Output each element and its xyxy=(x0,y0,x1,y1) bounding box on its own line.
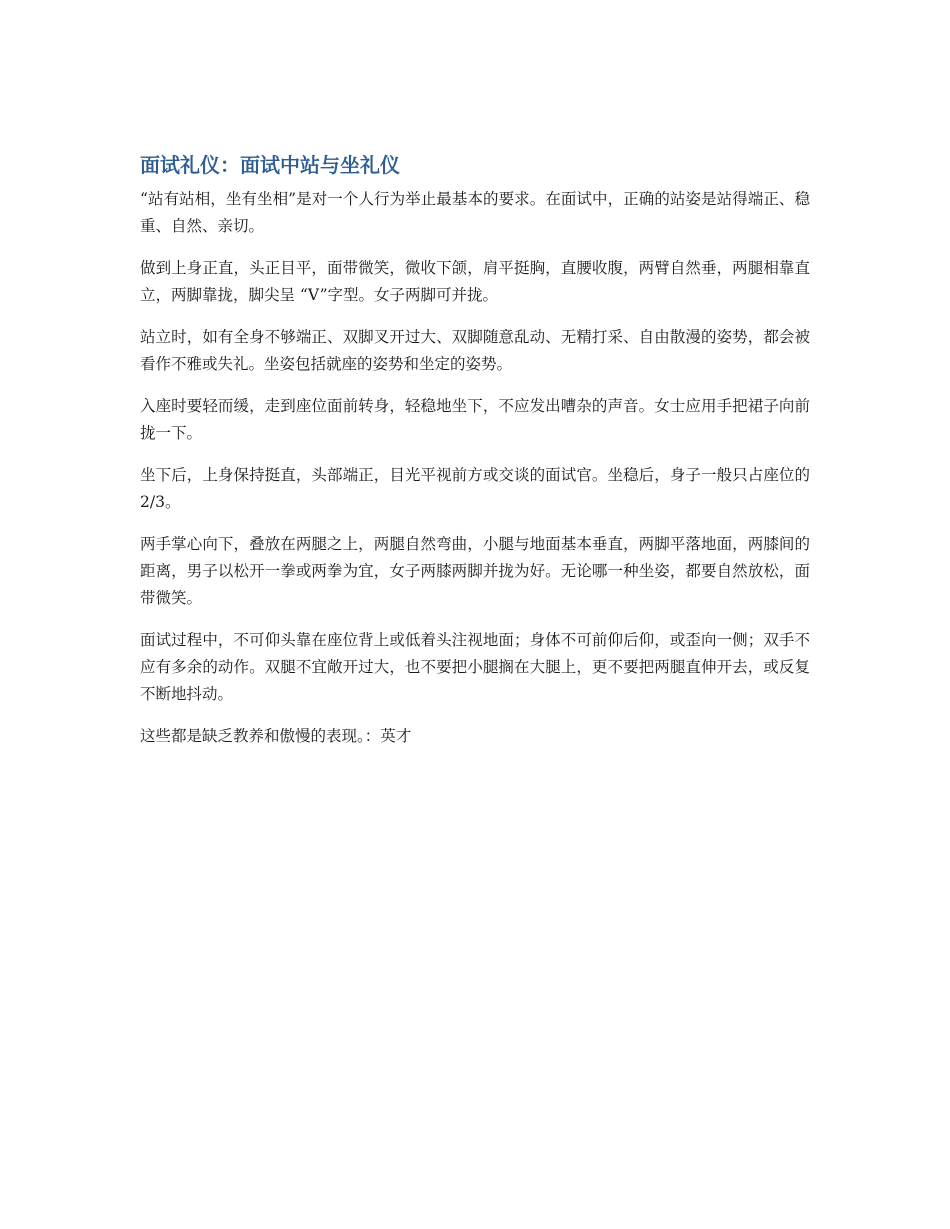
document-title: 面试礼仪：面试中站与坐礼仪 xyxy=(140,153,400,177)
paragraph-4: 入座时要轻而缓，走到座位面前转身，轻稳地坐下，不应发出嘈杂的声音。女士应用手把裙子向前拢一下。 xyxy=(140,397,810,442)
paragraph-6: 两手掌心向下，叠放在两腿之上，两腿自然弯曲，小腿与地面基本垂直，两脚平落地面，两膝间的距离，男子以松开一拳或两拳为宜，女子两膝两脚并拢为好。无论哪一种坐姿，都要自然放松，面带微笑。 xyxy=(140,535,810,607)
paragraph-8: 这些都是缺乏教养和傲慢的表现。：英才 xyxy=(140,727,412,745)
paragraph-3: 站立时，如有全身不够端正、双脚叉开过大、双脚随意乱动、无精打采、自由散漫的姿势，都会被看作不雅或失礼。坐姿包括就座的姿势和坐定的姿势。 xyxy=(140,328,810,373)
paragraph-1: “站有站相，坐有坐相”是对一个人行为举止最基本的要求。在面试中，正确的站姿是站得端正、稳重、自然、亲切。 xyxy=(140,190,810,235)
paragraph-2: 做到上身正直，头正目平，面带微笑，微收下颌，肩平挺胸，直腰收腹，两臂自然垂，两腿相靠直立，两脚靠拢，脚尖呈 “V”字型。女子两脚可并拢。 xyxy=(140,259,810,304)
document-page xyxy=(140,150,810,765)
paragraph-5: 坐下后，上身保持挺直，头部端正，目光平视前方或交谈的面试官。坐稳后，身子一般只占座位的 2/3。 xyxy=(140,466,810,511)
paragraph-7: 面试过程中，不可仰头靠在座位背上或低着头注视地面；身体不可前仰后仰，或歪向一侧；双手不应有多余的动作。双腿不宜敞开过大，也不要把小腿搁在大腿上，更不要把两腿直伸开去，或反复不断地抖动。 xyxy=(140,631,810,703)
